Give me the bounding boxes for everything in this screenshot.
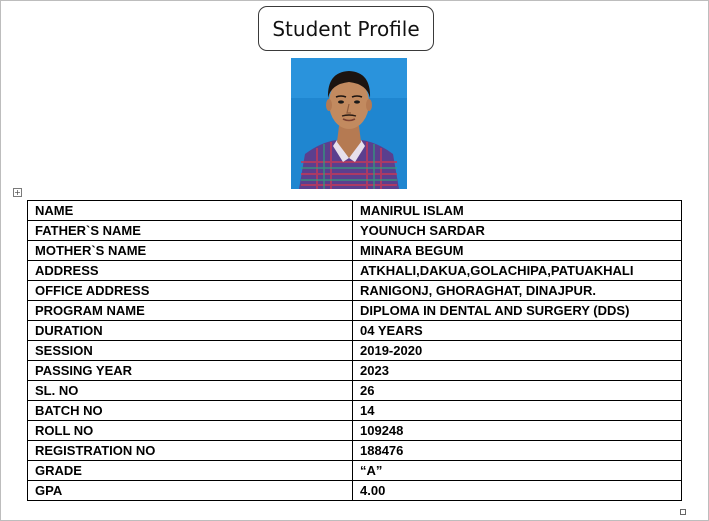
row-value[interactable]: RANIGONJ, GHORAGHAT, DINAJPUR. [353,281,682,301]
table-row [28,201,682,221]
table-move-handle-icon[interactable]: + [14,188,21,197]
row-label[interactable]: SL. NO [28,381,353,401]
profile-table [27,200,682,501]
table-row [28,381,682,401]
portrait-image [291,58,407,189]
table-row [28,221,682,241]
row-label[interactable]: GRADE [28,461,353,481]
page-title[interactable]: Student Profile [258,6,434,51]
row-value[interactable]: 04 YEARS [353,321,682,341]
row-label[interactable]: DURATION [28,321,353,341]
table-row [28,261,682,281]
row-label[interactable]: PROGRAM NAME [28,301,353,321]
table-row [28,421,682,441]
row-value[interactable]: DIPLOMA IN DENTAL AND SURGERY (DDS) [353,301,682,321]
table-row [28,481,682,501]
row-value[interactable]: 4.00 [353,481,682,501]
student-photo[interactable] [291,58,407,189]
row-label[interactable]: GPA [28,481,353,501]
row-value[interactable]: YOUNUCH SARDAR [353,221,682,241]
table-row [28,301,682,321]
row-value[interactable]: 26 [353,381,682,401]
row-value[interactable]: 2019-2020 [353,341,682,361]
row-value[interactable]: 109248 [353,421,682,441]
table-row [28,241,682,261]
row-label[interactable]: BATCH NO [28,401,353,421]
row-label[interactable]: OFFICE ADDRESS [28,281,353,301]
row-label[interactable]: SESSION [28,341,353,361]
row-value[interactable]: 14 [353,401,682,421]
row-value[interactable]: ATKHALI,DAKUA,GOLACHIPA,PATUAKHALI [353,261,682,281]
table-row [28,441,682,461]
row-value[interactable]: MANIRUL ISLAM [353,201,682,221]
row-value[interactable]: MINARA BEGUM [353,241,682,261]
table-resize-handle-icon[interactable] [680,509,686,515]
row-label[interactable]: FATHER`S NAME [28,221,353,241]
row-label[interactable]: REGISTRATION NO [28,441,353,461]
table-row [28,341,682,361]
row-label[interactable]: ROLL NO [28,421,353,441]
row-value[interactable]: 2023 [353,361,682,381]
row-label[interactable]: MOTHER`S NAME [28,241,353,261]
table-row [28,401,682,421]
row-label[interactable]: NAME [28,201,353,221]
table-row [28,361,682,381]
row-value[interactable]: “A” [353,461,682,481]
table-row [28,281,682,301]
table-row [28,461,682,481]
table-row [28,321,682,341]
row-label[interactable]: ADDRESS [28,261,353,281]
row-value[interactable]: 188476 [353,441,682,461]
row-label[interactable]: PASSING YEAR [28,361,353,381]
